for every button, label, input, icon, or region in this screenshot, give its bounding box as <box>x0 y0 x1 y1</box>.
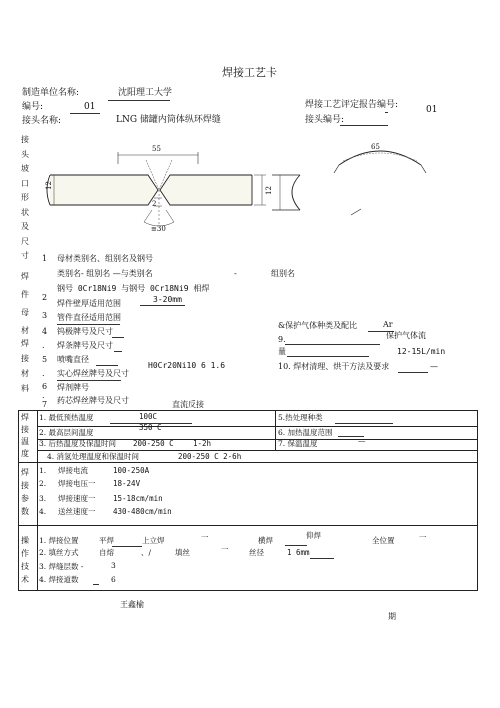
consumable-num-7: 7 <box>42 400 48 409</box>
dim-30: ≡30 <box>151 225 166 233</box>
manufacturer-value: 沈阳理工大学 <box>118 88 173 98</box>
material-num-2: 2 <box>42 293 48 302</box>
dehydrogen-label: 4. 消氢处理温度和保温时间 <box>47 452 140 461</box>
param-num-2: 2. <box>39 479 47 488</box>
solid-wire-label: 实心焊丝牌号及尺寸 <box>57 369 129 378</box>
position-all: 全位置 <box>372 536 395 545</box>
number-label: 编号: <box>22 102 44 112</box>
heat-range-label: 6. 加热温度范围 <box>278 428 333 437</box>
cleaning-dash: — <box>430 362 438 371</box>
position-flat: 平焊 <box>99 536 114 545</box>
hold-temp-dash: — <box>358 436 366 445</box>
consumable-num-6: 6 <box>42 382 48 391</box>
param-num-4: 4. <box>39 507 47 516</box>
material-num-3: 3 <box>42 311 48 320</box>
flux-cored-label: 药芯焊丝牌号及尺寸 <box>57 396 129 405</box>
post-heat-label: 3. 后热温度及保温时间 <box>39 439 117 448</box>
groove-side-label: 接 头 坡 口 形 状 及 尺 寸 <box>21 135 29 260</box>
param-label-4: 送丝速度一 <box>58 507 96 516</box>
joint-name-label: 接头名称: <box>22 116 62 126</box>
consumable-num-dot3: . <box>42 391 45 400</box>
heat-treat-label: 5.热处理种类 <box>278 413 323 422</box>
min-preheat-value: 100C <box>139 412 158 421</box>
position-vertical: 上立焊 <box>142 536 165 545</box>
post-heat-value-2: 1-2h <box>193 439 212 448</box>
fill-mode-fill: 填丝 <box>175 548 190 557</box>
param-label-2: 焊接电压一 <box>58 479 96 488</box>
consumable-num-dot1: . <box>42 341 45 350</box>
material-line-4-value: 3-20mm <box>153 295 182 304</box>
post-heat-value-1: 200-250 C <box>133 439 174 448</box>
param-label-3: 焊接速度一 <box>58 494 96 503</box>
fill-mode-dash: 一 <box>221 545 229 554</box>
consumable-num-5: 5 <box>42 355 48 364</box>
max-interpass-value: 350 C <box>139 423 162 432</box>
material-line-4-label: 焊件壁厚适用范围 <box>57 299 121 308</box>
position-overhead: 仰焊 <box>306 531 321 540</box>
signer-name: 王鑫榆 <box>120 600 144 609</box>
fill-mode-auto: 自熔 <box>99 548 114 557</box>
nozzle-label: 喷嘴直径 <box>57 355 89 364</box>
dim-12-right: 12 <box>264 186 273 195</box>
page-title: 焊接工艺卡 <box>222 66 277 79</box>
number-value: 01 <box>84 102 96 112</box>
gas-flow-label: 保护气体流 <box>386 331 426 340</box>
joint-no-label: 接头编号: <box>305 115 345 125</box>
temp-side-label: 焊 接 温 度 <box>21 413 29 458</box>
shield-gas-label: &保护气体种类及配比 <box>278 321 358 330</box>
param-num-1: 1. <box>39 466 47 475</box>
consumable-num-dot2: . <box>42 369 45 378</box>
dehydrogen-value: 200-250 C 2-6h <box>178 452 242 461</box>
manufacturer-label: 制造单位名称: <box>22 88 80 98</box>
wire-dia-value: 1 6mm <box>287 548 310 557</box>
param-side-label: 焊 接 参 数 <box>21 468 29 516</box>
position-dash: 一 <box>201 533 209 542</box>
layers-label: 3. 焊缝层数 - <box>39 562 84 571</box>
material-line-2a: 类别名- 组别名 —与类别名 <box>57 269 153 278</box>
param-num-3: 3. <box>39 494 47 503</box>
material-line-3: 钢号 0Cr18Ni9 与钢号 0Cr18Ni9 相焊 <box>57 284 210 293</box>
material-line-2b: 组别名 <box>271 269 295 278</box>
wire-dia-label: 丝径 <box>249 548 264 557</box>
technique-side-label: 操 作 技 术 <box>21 536 29 584</box>
bead-diagram <box>325 135 435 225</box>
material-line-2-dash: - <box>234 269 237 278</box>
wps-label: 焊接工艺评定报告编号: <box>305 100 399 110</box>
position-all-dash: 一 <box>419 533 427 542</box>
material-num-1: 1 <box>42 254 48 263</box>
flux-label: 焊剂牌号 <box>57 383 89 392</box>
material-side-label: 焊 件 母 材 <box>21 272 29 335</box>
material-line-1: 母材类别名、组别名及钢号 <box>57 254 153 263</box>
dim-55: 55 <box>152 145 161 153</box>
hold-temp-label: 7. 保温温度 <box>278 439 318 448</box>
fill-mode-label: 2. 填丝方式 <box>39 548 79 557</box>
tungsten-label: 钨极牌号及尺寸 <box>57 327 113 336</box>
date-label: 期 <box>388 612 396 621</box>
min-preheat-label: 1. 最低预热温度 <box>39 413 94 422</box>
param-value-2: 18-24V <box>113 479 141 488</box>
layers-value: 3 <box>111 561 116 570</box>
cleaning-label: 10. 焊材清理、烘干方法及要求 <box>278 362 390 371</box>
position-horizontal: 横焊 <box>258 536 273 545</box>
param-value-4: 430-480cm/min <box>113 507 172 516</box>
consumable-side-label: 焊 接 材 料 <box>21 339 29 393</box>
passes-label: 4. 焊接道数 <box>39 575 79 584</box>
gas-flow-num: 9. <box>278 335 286 344</box>
dim-2: 2 <box>152 200 157 208</box>
nozzle-value: H0Cr20Ni10 6 1.6 <box>148 361 226 370</box>
wps-value: 01 <box>426 105 438 115</box>
fill-mode-sep: 、/ <box>141 548 152 557</box>
passes-value: 6 <box>111 575 116 584</box>
current-polarity: 直流反接 <box>172 400 204 409</box>
position-label: 1. 焊接位置 <box>39 536 79 545</box>
consumable-num-4: 4 <box>42 327 48 336</box>
material-line-5: 管件直径适用范围 <box>57 313 121 322</box>
shield-gas-value: Ar <box>383 320 393 329</box>
dim-65: 65 <box>371 143 380 151</box>
electrode-label: 焊条牌号及尺寸 <box>57 341 113 350</box>
gas-flow-value: 12-15L/min <box>397 347 446 356</box>
joint-name-value: LNG 储罐内筒体纵环焊缝 <box>116 115 221 125</box>
param-value-1: 100-250A <box>113 466 150 475</box>
gas-flow-unit: 量 <box>278 347 286 356</box>
dim-12-left: 12 <box>44 181 53 190</box>
param-value-3: 15-18cm/min <box>113 494 163 503</box>
param-label-1: 焊接电流 <box>58 466 88 475</box>
max-interpass-label: 2. 最高层间温度 <box>39 428 94 437</box>
